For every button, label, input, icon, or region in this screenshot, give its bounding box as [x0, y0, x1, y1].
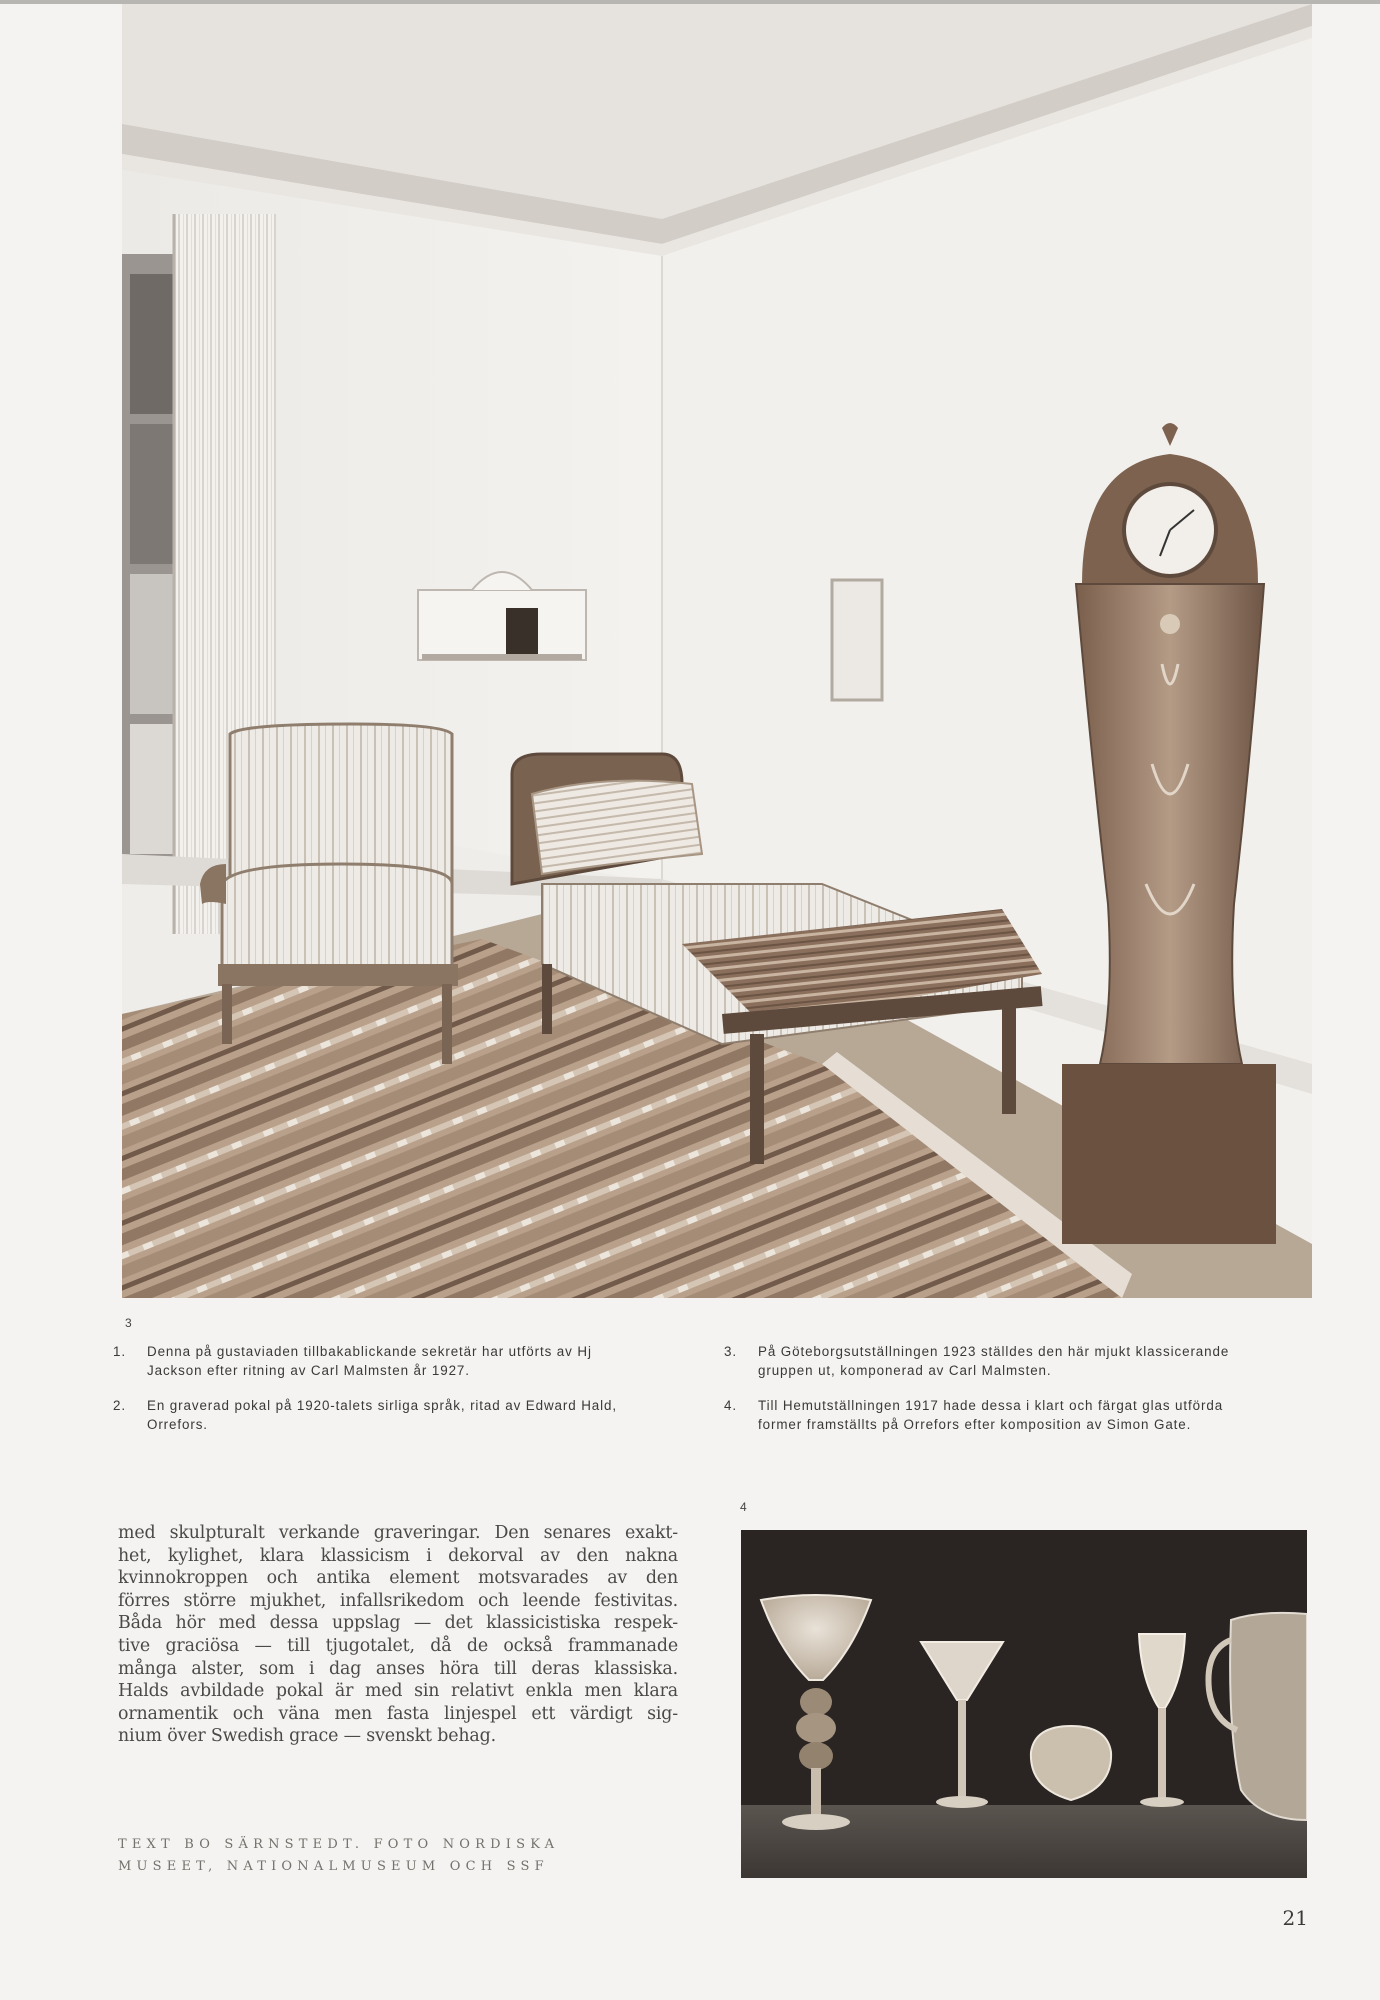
- caption-1-line-1: Denna på gustaviaden tillbakablickande sekretär har utförts av Hj: [147, 1344, 592, 1359]
- body-line: het, kylighet, klara klassicism i dekorval av den nakna: [118, 1545, 678, 1566]
- caption-3-line-1: På Göteborgsutställningen 1923 ställdes den här mjukt klassicerande: [758, 1344, 1230, 1359]
- body-line: många alster, som i dag anses höra till deras klassiska.: [118, 1658, 678, 1679]
- glass-photo-illustration: [741, 1530, 1307, 1878]
- body-line: med skulpturalt verkande graveringar. Den senares exakt-: [118, 1523, 678, 1543]
- figure-3-number: 3: [125, 1316, 132, 1330]
- page-number: 21: [1282, 1906, 1308, 1930]
- figure-4-number: 4: [740, 1500, 747, 1514]
- body-line: Båda hör med dessa uppslag — det klassicistiska respek-: [118, 1613, 678, 1634]
- caption-2-line-2: Orrefors.: [147, 1417, 208, 1432]
- caption-4: [724, 1396, 1298, 1434]
- caption-3-number: 3.: [724, 1344, 737, 1359]
- article-body: [118, 1522, 678, 1748]
- body-line: Halds avbildade pokal är med sin relativt enkla men klara: [118, 1681, 678, 1702]
- glass-photo: [741, 1530, 1307, 1878]
- photo-credits: [118, 1834, 638, 1878]
- caption-4-line-2: former framställts på Orrefors efter komposition av Simon Gate.: [758, 1417, 1192, 1432]
- caption-2: [113, 1396, 705, 1434]
- caption-3-line-2: gruppen ut, komponerad av Carl Malmsten.: [758, 1363, 1052, 1378]
- credits-line-2: MUSEET, NATIONALMUSEUM OCH SSF: [118, 1859, 549, 1874]
- body-line: ornamentik och väna men fasta linjespel ett värdigt sig-: [118, 1703, 678, 1724]
- caption-4-line-1: Till Hemutställningen 1917 hade dessa i klart och färgat glas utförda: [758, 1398, 1224, 1413]
- body-line: tive graciösa — till tjugotalet, då de också frammanade: [118, 1635, 678, 1656]
- caption-2-line-1: En graverad pokal på 1920-talets sirliga språk, ritad av Edward Hald,: [147, 1398, 617, 1413]
- caption-1-line-2: Jackson efter ritning av Carl Malmsten år 1927.: [147, 1363, 470, 1378]
- caption-1-number: 1.: [113, 1344, 126, 1359]
- interior-photo: [122, 4, 1312, 1298]
- body-line: förres större mjukhet, infallsrikedom och leende festivitas.: [118, 1590, 678, 1611]
- interior-photo-illustration: [122, 4, 1312, 1298]
- caption-4-number: 4.: [724, 1398, 737, 1413]
- body-line: kvinnokroppen och antika element motsvarades av den: [118, 1568, 678, 1589]
- caption-1: [113, 1342, 705, 1380]
- caption-3: [724, 1342, 1298, 1380]
- credits-line-1: TEXT BO SÄRNSTEDT. FOTO NORDISKA: [118, 1837, 560, 1852]
- body-line: nium över Swedish grace — svenskt behag.: [118, 1726, 497, 1747]
- caption-2-number: 2.: [113, 1398, 126, 1413]
